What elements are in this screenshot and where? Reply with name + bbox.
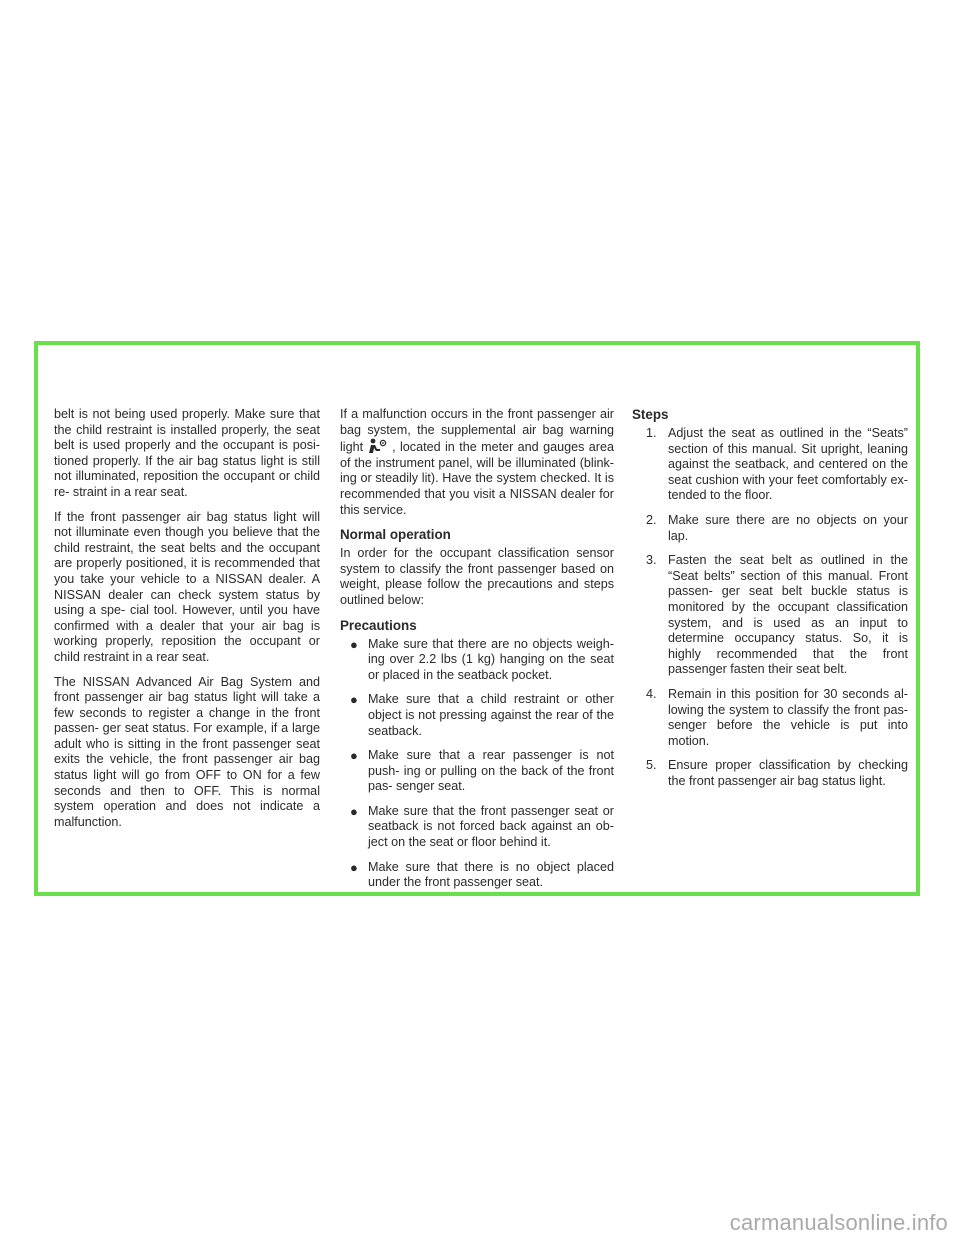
precautions-list bbox=[340, 637, 614, 891]
list-item: ● Make sure that there are no objects weigh- ing over 2.2 lbs (1 kg) hanging on the seat or placed in the seatback pocket. bbox=[350, 636, 614, 682]
bullet-icon: ● bbox=[350, 636, 358, 652]
list-item: ● Make sure that there is no object placed under the front passenger seat. bbox=[350, 859, 614, 890]
paragraph-malfunction bbox=[340, 407, 614, 518]
bullet-icon: ● bbox=[350, 692, 358, 708]
paragraph: If the front passenger air bag status light will not illuminate even though you believe that the child restraint, the seat belts and the occupant are properly positioned, it is recommended that you take your vehicle to a NISSAN dealer. A NISSAN dealer can check system status by using a spe- cial tool. However, until you have confirmed with a dealer that your air bag is working properly, reposition the occupant or child restraint in a rear seat. bbox=[54, 509, 320, 664]
bullet-icon: ● bbox=[350, 748, 358, 764]
heading-steps: Steps bbox=[632, 407, 669, 422]
paragraph: The NISSAN Advanced Air Bag System and front passenger air bag status light will take a few seconds to register a change in the front passen- ger seat status. For example, if a large adult who is sitting in the front passenger seat exits the vehicle, the front passenger air bag status light will go from OFF to ON for a few seconds and then to OFF. This is normal system operation and does not indicate a malfunction. bbox=[54, 674, 320, 829]
list-item: 5. Ensure proper classification by checking the front passenger air bag status light. bbox=[646, 758, 908, 788]
bullet-icon: ● bbox=[350, 859, 358, 875]
column-left bbox=[54, 407, 320, 839]
text-segment: , located in the meter and gauges area of the instrument panel, will be illuminated (blink- ing or steadily lit). Have the system checked. It is recommended that you visit a NISSAN dealer for this service. bbox=[340, 440, 614, 517]
list-item: 4. Remain in this position for 30 seconds al- lowing the system to classify the front pas- senger before the vehicle is put into motion. bbox=[646, 686, 908, 748]
list-item: ● Make sure that a rear passenger is not push- ing or pulling on the back of the front pas- senger seat. bbox=[350, 748, 614, 794]
list-item: ● Make sure that a child restraint or other object is not pressing against the rear of the seatback. bbox=[350, 692, 614, 738]
list-item: 1. Adjust the seat as outlined in the “Seats” section of this manual. Sit upright, leaning against the seatback, and centered on the seat cushion with your feet comfortably ex- tended to the floor. bbox=[646, 426, 908, 503]
list-item: ● Make sure that the front passenger seat or seatback is not forced back against an ob- ject on the seat or floor behind it. bbox=[350, 803, 614, 850]
heading-precautions: Precautions bbox=[340, 617, 417, 633]
steps-list bbox=[632, 426, 908, 789]
heading-normal-operation: Normal operation bbox=[340, 527, 451, 543]
airbag-warning-icon bbox=[366, 438, 388, 454]
column-middle bbox=[340, 407, 614, 900]
text-segment: If a malfunction occurs in the front passenger air bag system, the supplemental air bag warning light bbox=[340, 407, 614, 455]
paragraph: belt is not being used properly. Make sure that the child restraint is installed properly, the seat belt is used properly and the occupant is posi- tioned properly. If the air bag status light is still not illuminated, reposition the occupant or child re- straint in a rear seat. bbox=[54, 407, 320, 499]
bullet-icon: ● bbox=[350, 803, 358, 819]
list-item: 2. Make sure there are no objects on your lap. bbox=[646, 512, 908, 543]
column-right bbox=[632, 407, 908, 798]
list-item: 3. Fasten the seat belt as outlined in the “Seat belts” section of this manual. Front passen- ger seat belt buckle status is monitored by the occupant classification system, and is used as an input to determine occupancy status. So, it is highly recommended that the front passenger fasten their seat belt. bbox=[646, 553, 908, 677]
paragraph: In order for the occupant classification sensor system to classify the front passenger based on weight, please follow the precautions and steps outlined below: bbox=[340, 546, 614, 607]
watermark-text: carmanualsonline.info bbox=[729, 1210, 948, 1235]
